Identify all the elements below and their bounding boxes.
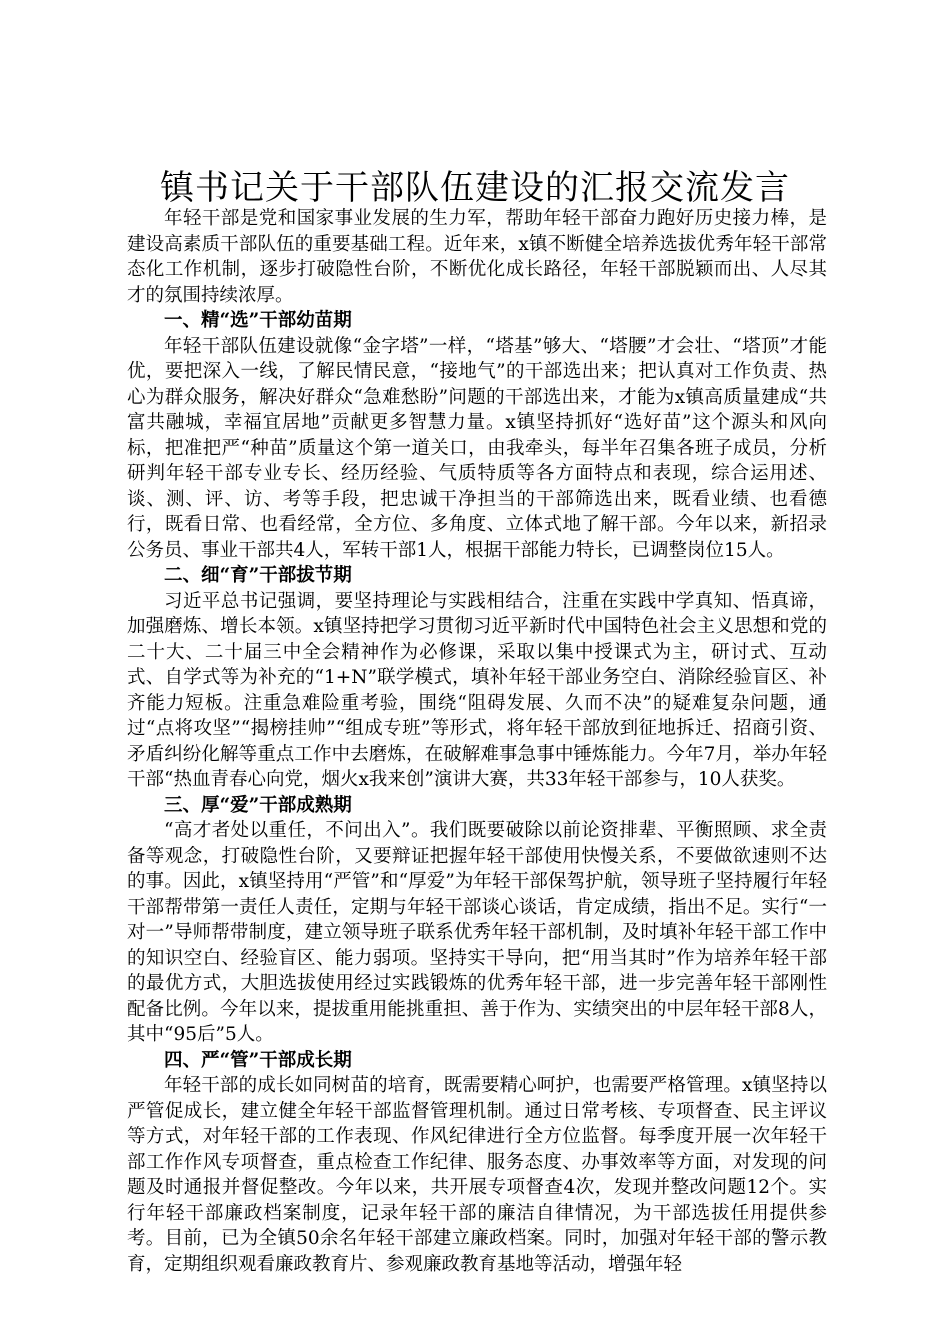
section-paragraph-2: 习近平总书记强调，要坚持理论与实践相结合，注重在实践中学真知、悟真谛，加强磨炼、增长本领。x镇坚持把学习贯彻习近平新时代中国特色社会主义思想和党的二十大、二十届三中全会精神作为必修课，采取以集中授课式为主，研讨式、互动式、自学式等为补充的“1+N”联学模式，填补年轻干部业务空白、消除经验盲区、补齐能力短板。注重急难险重考验，围绕“阻碍发展、久而不决”的疑难复杂问题，通过“点将攻坚”“揭榜挂帅”“组成专班”等形式，将年轻干部放到征地拆迁、招商引资、矛盾纠纷化解等重点工作中去磨炼，在破解难事急事中锤炼能力。今年7月，举办年轻干部“热血青春心向党，烟火x我来创”演讲大赛，共33年轻干部参与，10人获奖。 bbox=[127, 590, 827, 790]
section-heading-4: 四、严“管”干部成长期 bbox=[164, 1049, 352, 1071]
section-heading-3: 三、厚“爱”干部成熟期 bbox=[164, 794, 352, 816]
document-title: 镇书记关于干部队伍建设的汇报交流发言 bbox=[160, 168, 790, 208]
section-paragraph-4: 年轻干部的成长如同树苗的培育，既需要精心呵护，也需要严格管理。x镇坚持以严管促成长，建立健全年轻干部监督管理机制。通过日常考核、专项督查、民主评议等方式，对年轻干部的工作表现、作风纪律进行全方位监督。每季度开展一次年轻干部工作作风专项督查，重点检查工作纪律、服务态度、办事效率等方面，对发现的问题及时通报并督促整改。今年以来，共开展专项督查4次，发现并整改问题12个。实行年轻干部廉政档案制度，记录年轻干部的廉洁自律情况，为干部选拔任用提供参考。目前，已为全镇50余名年轻干部建立廉政档案。同时，加强对年轻干部的警示教育，定期组织观看廉政教育片、参观廉政教育基地等活动，增强年轻 bbox=[127, 1075, 827, 1275]
section-heading-1: 一、精“选”干部幼苗期 bbox=[164, 310, 352, 331]
section-paragraph-1: 年轻干部队伍建设就像“金字塔”一样，“塔基”够大、“塔腰”才会壮、“塔顶”才能优，要把深入一线，了解民情民意，“接地气”的干部选出来；把认真对工作负责、热心为群众服务，解决好群众“急难愁盼”问题的干部选出来，才能为x镇高质量建成“共富共融城，幸福宜居地”贡献更多智慧力量。x镇坚持抓好“选好苗”这个源头和风向标，把准把严“种苗”质量这个第一道关口，由我牵头，每半年召集各班子成员，分析研判年轻干部专业专长、经历经验、气质特质等各方面特点和表现，综合运用述、谈、测、评、访、考等手段，把忠诚干净担当的干部筛选出来，既看业绩、也看德行，既看日常、也看经常，全方位、多角度、立体式地了解干部。今年以来，新招录公务员、事业干部共4人，军转干部1人，根据干部能力特长，已调整岗位15人。 bbox=[127, 335, 827, 561]
section-heading-2: 二、细“育”干部拔节期 bbox=[164, 565, 352, 586]
intro-paragraph: 年轻干部是党和国家事业发展的生力军，帮助年轻干部奋力跑好历史接力棒，是建设高素质干部队伍的重要基础工程。近年来，x镇不断健全培养选拔优秀年轻干部常态化工作机制，逐步打破隐性台阶，不断优化成长路径，年轻干部脱颖而出、人尽其才的氛围持续浓厚。 bbox=[127, 208, 827, 306]
document-body bbox=[127, 206, 827, 1277]
section-paragraph-3: “高才者处以重任，不问出入”。我们既要破除以前论资排辈、平衡照顾、求全责备等观念，打破隐性台阶，又要辩证把握年轻干部使用快慢关系，不要做欲速则不达的事。因此，x镇坚持用“严管”和“厚爱”为年轻干部保驾护航，领导班子坚持履行年轻干部帮带第一责任人责任，定期与年轻干部谈心谈话，肯定成绩，指出不足。实行“一对一”导师帮带制度，建立领导班子联系优秀年轻干部机制，及时填补年轻干部工作中的知识空白、经验盲区、能力弱项。坚持实干导向，把“用当其时”作为培养年轻干部的最优方式，大胆选拔使用经过实践锻炼的优秀年轻干部，进一步完善年轻干部刚性配备比例。今年以来，提拔重用能挑重担、善于作为、实绩突出的中层年轻干部8人，其中“95后”5人。 bbox=[127, 820, 827, 1045]
